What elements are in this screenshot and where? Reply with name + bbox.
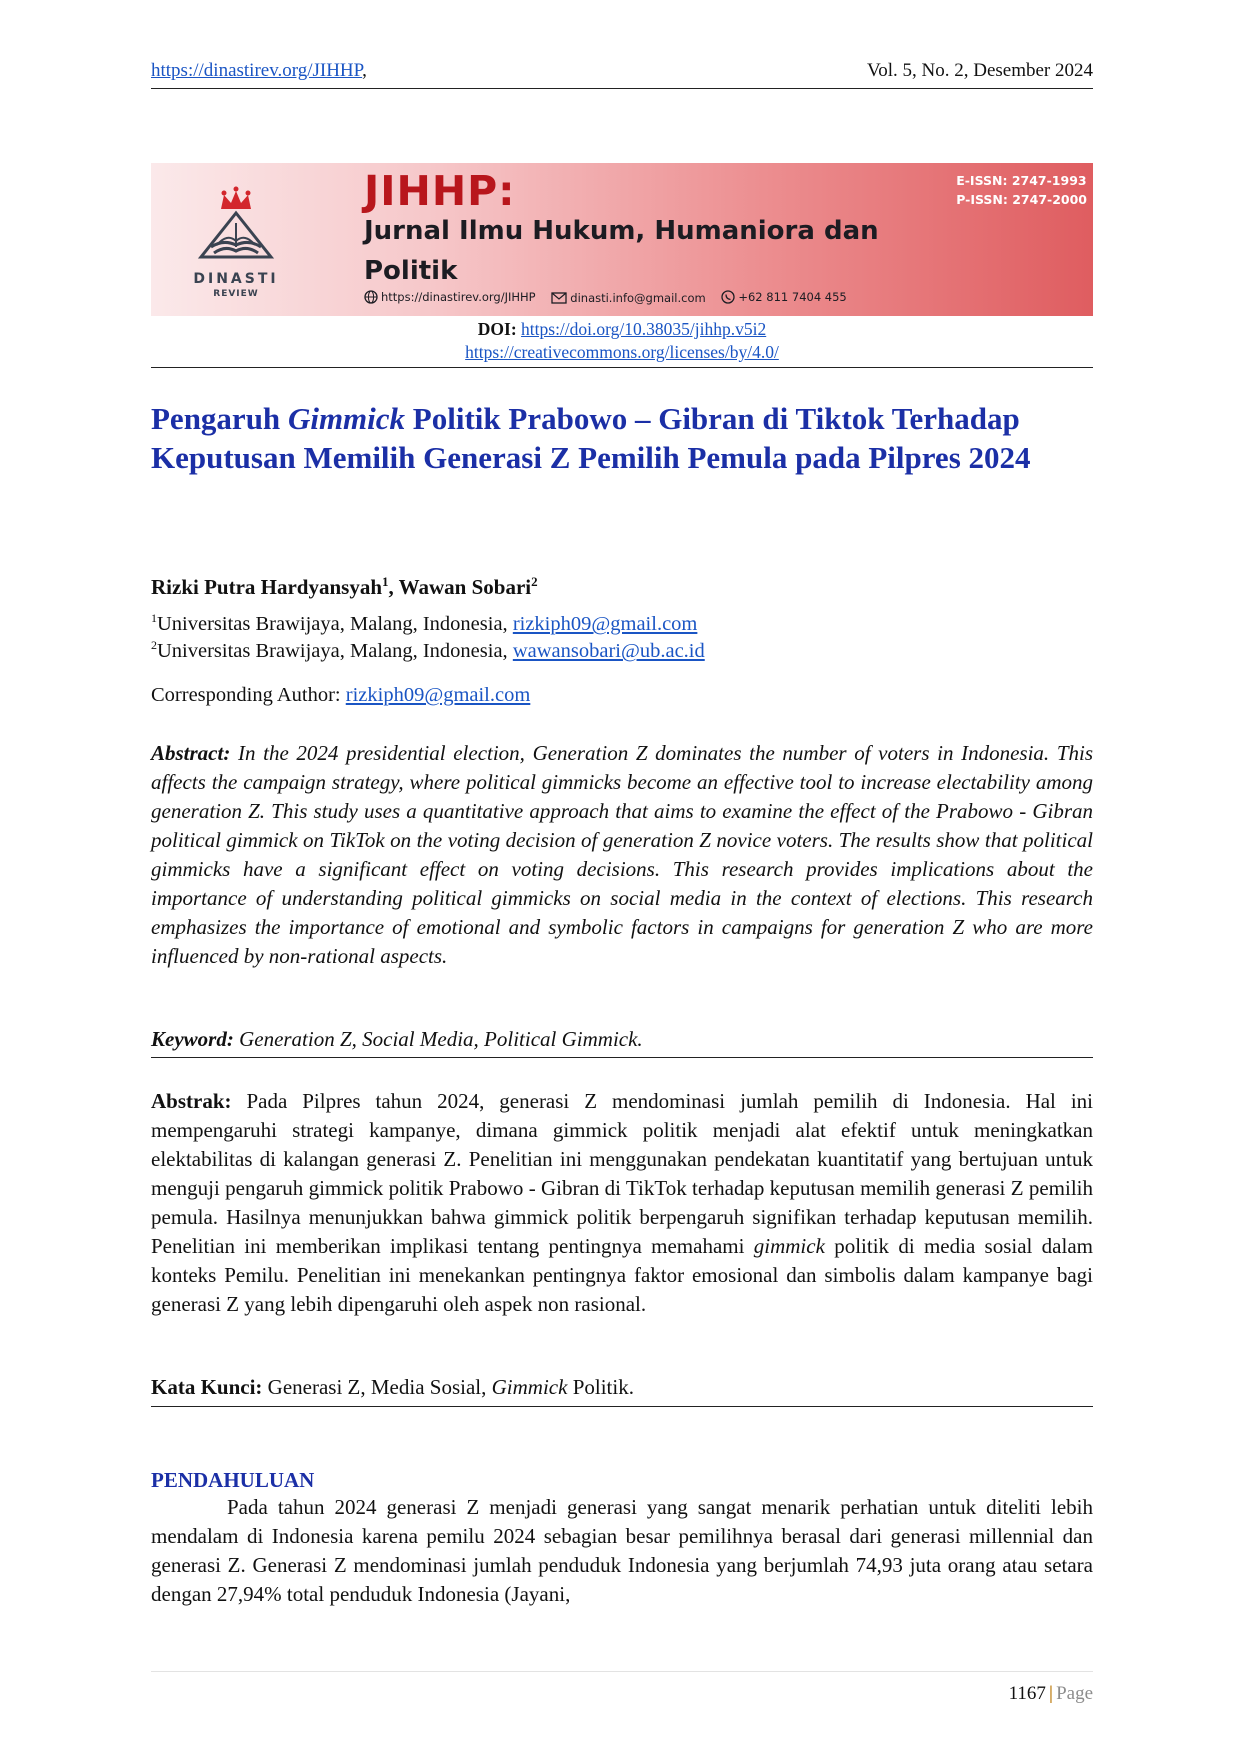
abstrak-label: Abstrak: [151,1089,232,1113]
globe-icon [364,290,378,304]
affiliation-1-sup: 1 [151,611,157,625]
doi-divider [151,367,1093,368]
envelope-icon [551,292,567,304]
doi-block [151,318,1093,364]
corresponding-author [151,684,530,707]
intro-paragraph: Pada tahun 2024 generasi Z menjadi generasi yang sangat menarik perhatian untuk diteliti lebih mendalam di Indonesia karena pemilu 2024 sebagian besar pemilihnya berasal dari generasi millennial dan generasi Z. Generasi Z mendominasi jumlah penduduk Indonesia yang berjumlah 74,93 juta orang atau setara dengan 27,94% total penduduk Indonesia (Jayani, [151,1495,1093,1606]
keywords-english [151,1027,1093,1058]
corresponding-email[interactable]: rizkiph09@gmail.com [345,684,531,706]
page-label: Page [1056,1683,1093,1704]
affiliation-2-text: Universitas Brawijaya, Malang, Indonesia, [157,639,513,662]
banner-email-text: dinasti.info@gmail.com [570,291,706,305]
affiliation-2 [151,632,705,664]
crown-book-icon [181,181,291,269]
title-part2: Politik Prabowo – Gibran di Tiktok Terhadap Keputusan Memilih Generasi Z Pemilih Pemula pada Pilpres 2024 [151,401,1031,475]
banner-phone [721,290,846,304]
journal-full-name: Jurnal Ilmu Hukum, Humaniora dan Politik [364,216,879,286]
banner-email [551,291,705,305]
author-1-sup: 1 [382,574,389,589]
abstract-text: In the 2024 presidential election, Generation Z dominates the number of voters in Indonesia. This affects the campaign strategy, where political gimmicks become an effective tool to increase electability among generation Z. This study uses a quantitative approach that aims to examine the effect of the Prabowo - Gibran political gimmick on TikTok on the voting decision of generation Z novice voters. The results show that political gimmicks have a significant effect on voting decisions. This research provides implications about the importance of understanding political gimmicks on social media in the context of elections. This research emphasizes the importance of emotional and symbolic factors in campaigns for generation Z who are more influenced by non-rational aspects. [151,741,1093,968]
dinasti-logo [181,181,291,301]
journal-banner [151,163,1093,316]
journal-abbreviation: JIHHP: [364,167,516,215]
keywords-indonesian [151,1375,1093,1407]
abstract-english [151,739,1093,971]
footer-separator: | [1048,1683,1054,1704]
kata-kunci-before: Generasi Z, Media Sosial, [262,1375,492,1399]
doi-line [151,318,1093,341]
affiliation-1-text: Universitas Brawijaya, Malang, Indonesia, [157,612,513,635]
paper-title [151,399,1101,477]
author-2: Wawan Sobari [398,575,532,599]
kata-kunci-after: Politik. [567,1375,634,1399]
author-1: Rizki Putra Hardyansyah [151,575,383,599]
title-italic: Gimmick [287,401,406,436]
keyword-label: Keyword: [151,1027,234,1051]
banner-website [364,290,536,304]
abstrak-text-before: Pada Pilpres tahun 2024, generasi Z mendominasi jumlah pemilih di Indonesia. Hal ini mempengaruhi strategi kampanye, dimana gimmick politik menjadi alat efektif untuk meningkatkan elektabilitas di kalangan generasi Z. Penelitian ini menggunakan pendekatan kuantitatif yang bertujuan untuk menguji pengaruh gimmick politik Prabowo - Gibran di TikTok terhadap keputusan memilih generasi Z pemilih pemula. Hasilnya menunjukkan bahwa gimmick politik berpengaruh signifikan terhadap keputusan memilih. Penelitian ini memberikan implikasi tentang pentingnya memahami [151,1089,1093,1258]
corresponding-label: Corresponding Author: [151,684,346,706]
url-comma: , [362,60,367,81]
affiliation-1-email[interactable]: rizkiph09@gmail.com [512,612,698,635]
abstrak-text-after: politik di media sosial dalam konteks Pemilu. Penelitian ini menekankan pentingnya faktor emosional dan simbolis dalam kampanye bagi generasi Z yang lebih dipengaruhi oleh aspek non rasional. [151,1234,1093,1316]
volume-info: Vol. 5, No. 2, Desember 2024 [866,60,1093,81]
title-part1: Pengaruh [151,401,288,436]
e-issn: E-ISSN: 2747-1993 [956,173,1087,188]
logo-sub: REVIEW [213,289,259,299]
doi-link[interactable]: https://doi.org/10.38035/jihhp.v5i2 [521,319,767,339]
journal-url-header [151,60,367,82]
author-separator: , [388,575,399,599]
abstrak-text-italic: gimmick [753,1234,825,1258]
abstract-indonesian [151,1087,1093,1319]
keyword-text: Generation Z, Social Media, Political Gimmick. [233,1027,643,1051]
license-link[interactable]: https://creativecommons.org/licenses/by/4.0/ [465,342,779,362]
doi-label: DOI: [477,319,517,339]
journal-url-link[interactable]: https://dinastirev.org/JIHHP [151,60,363,81]
banner-website-text: https://dinastirev.org/JIHHP [381,290,536,304]
p-issn: P-ISSN: 2747-2000 [956,192,1087,207]
whatsapp-icon [721,290,735,304]
author-2-sup: 2 [531,574,538,589]
author-list [151,574,538,600]
issn-block [956,171,1087,209]
kata-kunci-label: Kata Kunci: [151,1375,263,1399]
abstract-label: Abstract: [151,741,231,765]
banner-contacts [364,290,859,307]
affiliation-2-email[interactable]: wawansobari@ub.ac.id [512,639,705,662]
affiliation-2-sup: 2 [151,638,157,652]
running-header [151,58,1093,89]
page-number: 1167 [1008,1683,1046,1704]
kata-kunci-italic: Gimmick [491,1375,568,1399]
page-footer [1009,1683,1093,1705]
license-line [151,341,1093,364]
banner-phone-text: +62 811 7404 455 [738,290,847,304]
footer-divider [151,1671,1093,1672]
section-heading-pendahuluan: PENDAHULUAN [151,1468,315,1492]
logo-word: DINASTI [193,271,279,287]
